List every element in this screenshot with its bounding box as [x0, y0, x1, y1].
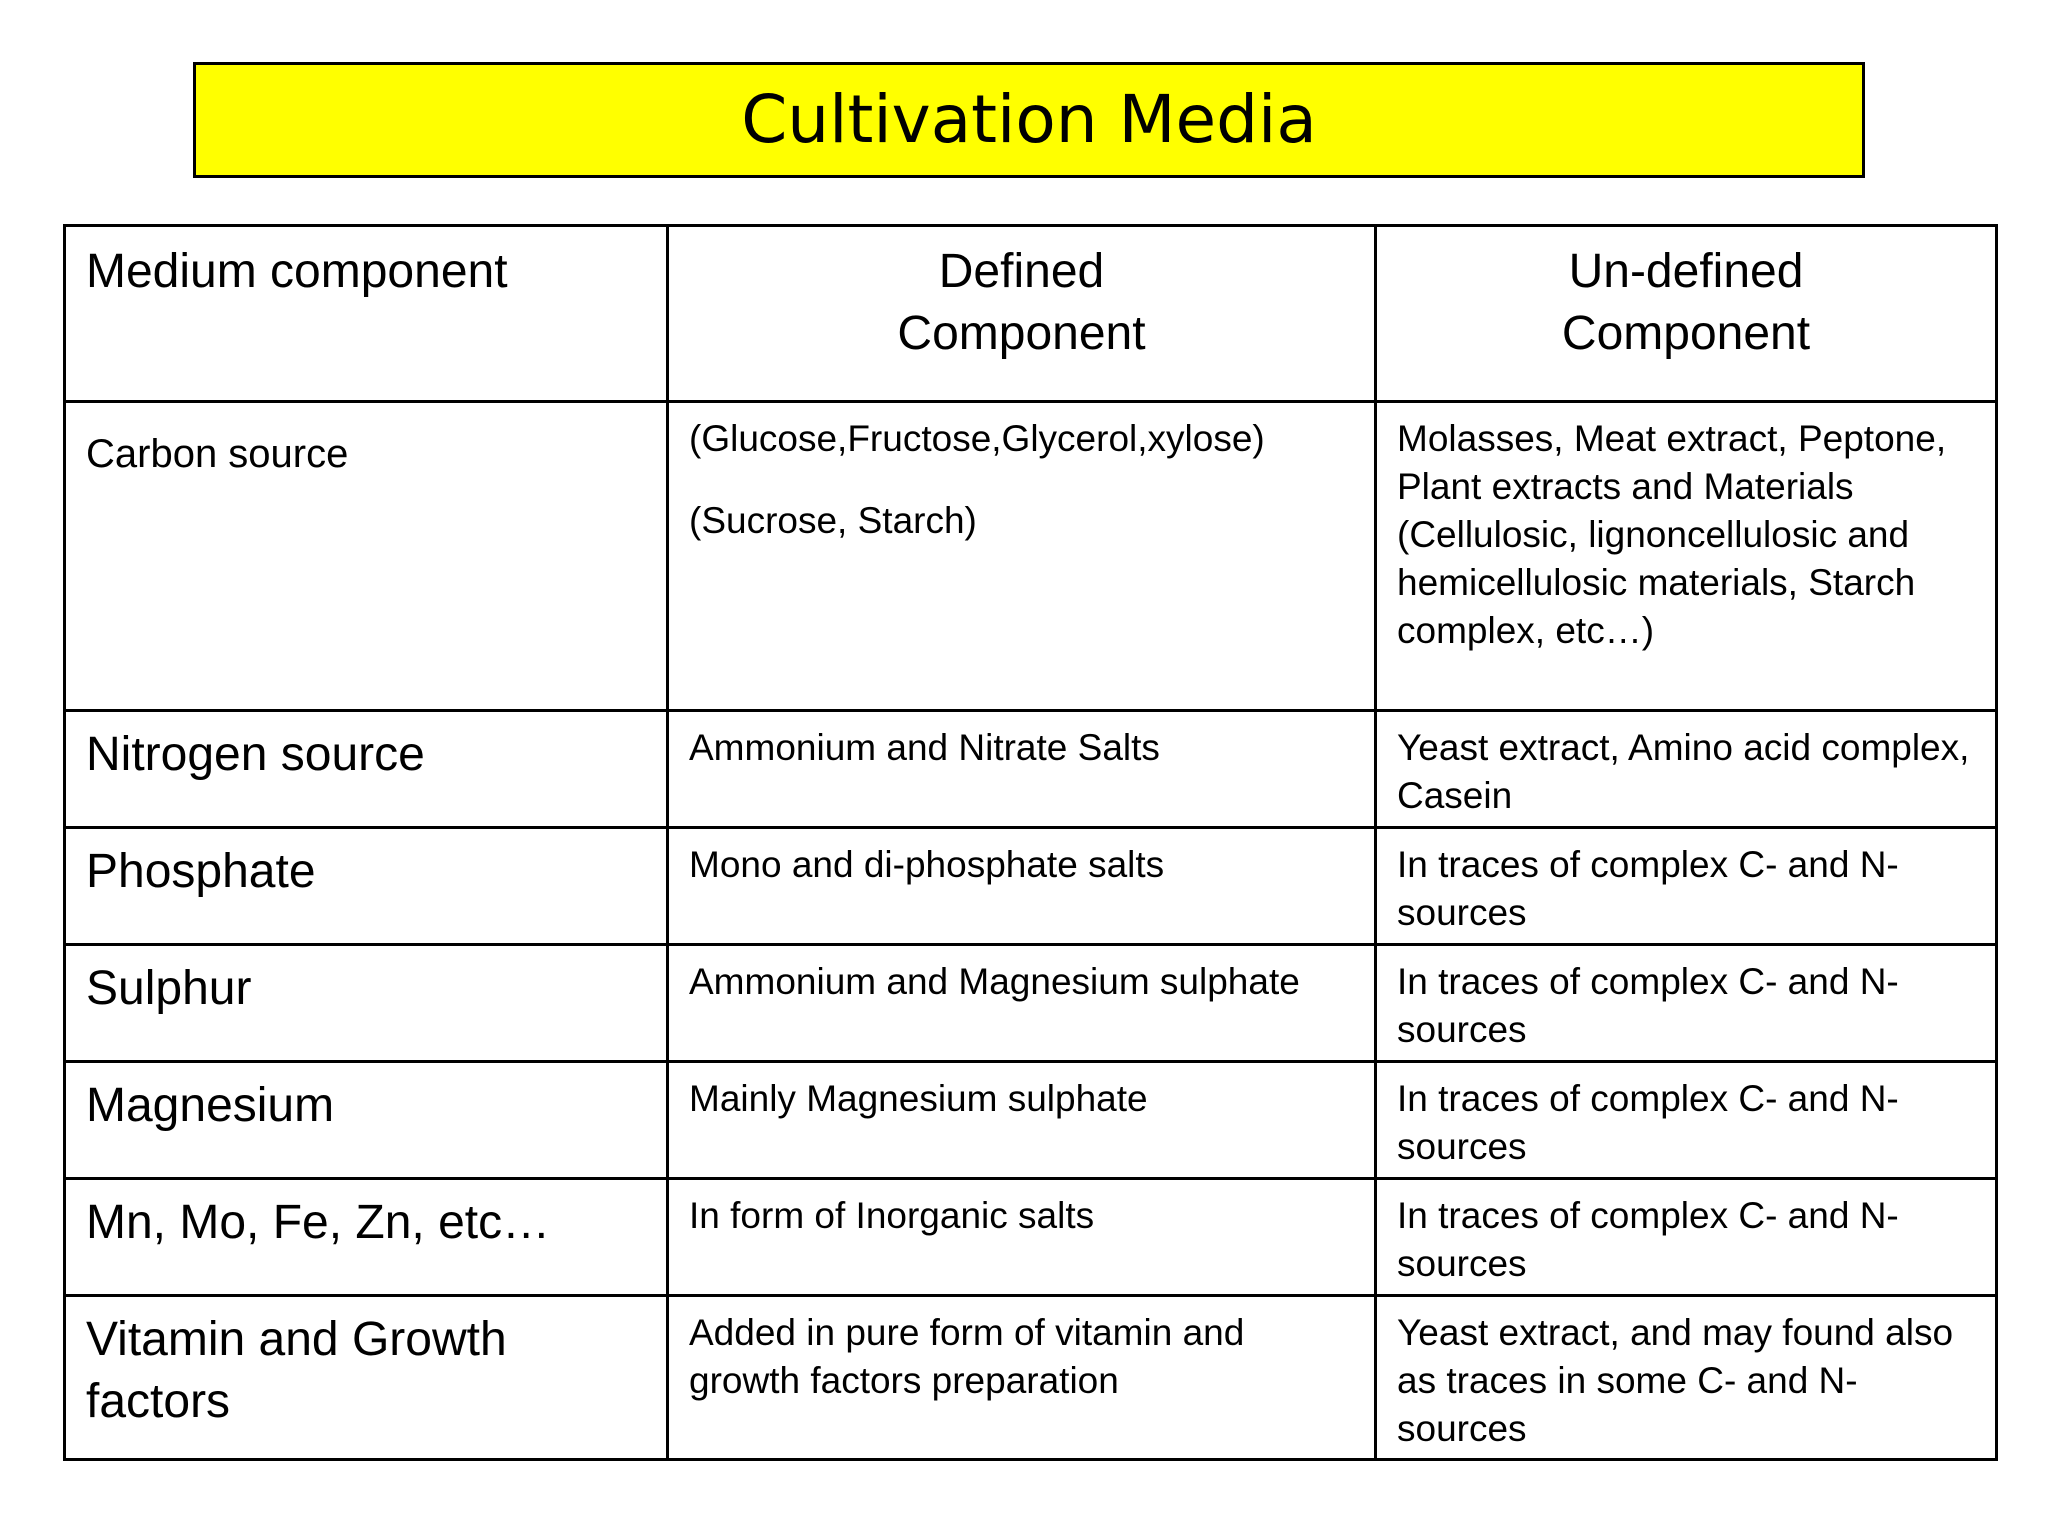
defined-cell: Mainly Magnesium sulphate	[668, 1062, 1376, 1179]
component-cell: Phosphate	[65, 828, 668, 945]
defined-cell: In form of Inorganic salts	[668, 1179, 1376, 1296]
undefined-cell: In traces of complex C- and N-sources	[1376, 945, 1997, 1062]
page-title: Cultivation Media	[741, 81, 1317, 158]
component-cell: Mn, Mo, Fe, Zn, etc…	[65, 1179, 668, 1296]
header-defined-line2: Component	[897, 307, 1146, 360]
component-cell: Nitrogen source	[65, 711, 668, 828]
header-undefined-line2: Component	[1561, 307, 1811, 360]
title-banner	[193, 62, 1865, 178]
header-defined-component	[668, 226, 1376, 402]
defined-cell: Ammonium and Magnesium sulphate	[668, 945, 1376, 1062]
defined-cell: Mono and di-phosphate salts	[668, 828, 1376, 945]
undefined-cell: In traces of complex C- and N-sources	[1376, 1062, 1997, 1179]
header-defined-line1: Defined	[938, 245, 1105, 298]
cultivation-media-table	[63, 224, 1998, 1461]
defined-line: (Glucose,Fructose,Glycerol,xylose)	[689, 418, 1265, 459]
undefined-cell: Yeast extract, and may found also as traces in some C- and N-sources	[1376, 1296, 1997, 1460]
defined-cell: Ammonium and Nitrate Salts	[668, 711, 1376, 828]
table-row	[65, 711, 1997, 828]
table-row	[65, 828, 1997, 945]
component-cell: Magnesium	[65, 1062, 668, 1179]
header-undefined-component	[1376, 226, 1997, 402]
component-cell: Sulphur	[65, 945, 668, 1062]
component-cell: Carbon source	[65, 402, 668, 711]
table-header-row	[65, 226, 1997, 402]
header-medium-component-label: Medium component	[86, 245, 508, 298]
defined-line: (Sucrose, Starch)	[689, 500, 977, 541]
header-undefined-line1: Un-defined	[1568, 245, 1804, 298]
component-cell: Vitamin and Growth factors	[65, 1296, 668, 1460]
undefined-cell: Yeast extract, Amino acid complex, Casein	[1376, 711, 1997, 828]
undefined-cell: In traces of complex C- and N-sources	[1376, 1179, 1997, 1296]
defined-cell	[668, 402, 1376, 711]
undefined-cell: Molasses, Meat extract, Peptone, Plant extracts and Materials (Cellulosic, lignoncellulosic and hemicellulosic materials, Starch complex, etc…)	[1376, 402, 1997, 711]
table-row	[65, 1179, 1997, 1296]
table-row	[65, 1296, 1997, 1460]
table-row	[65, 402, 1997, 711]
undefined-cell: In traces of complex C- and N-sources	[1376, 828, 1997, 945]
table-row	[65, 1062, 1997, 1179]
defined-cell: Added in pure form of vitamin and growth factors preparation	[668, 1296, 1376, 1460]
table-row	[65, 945, 1997, 1062]
header-medium-component	[65, 226, 668, 402]
